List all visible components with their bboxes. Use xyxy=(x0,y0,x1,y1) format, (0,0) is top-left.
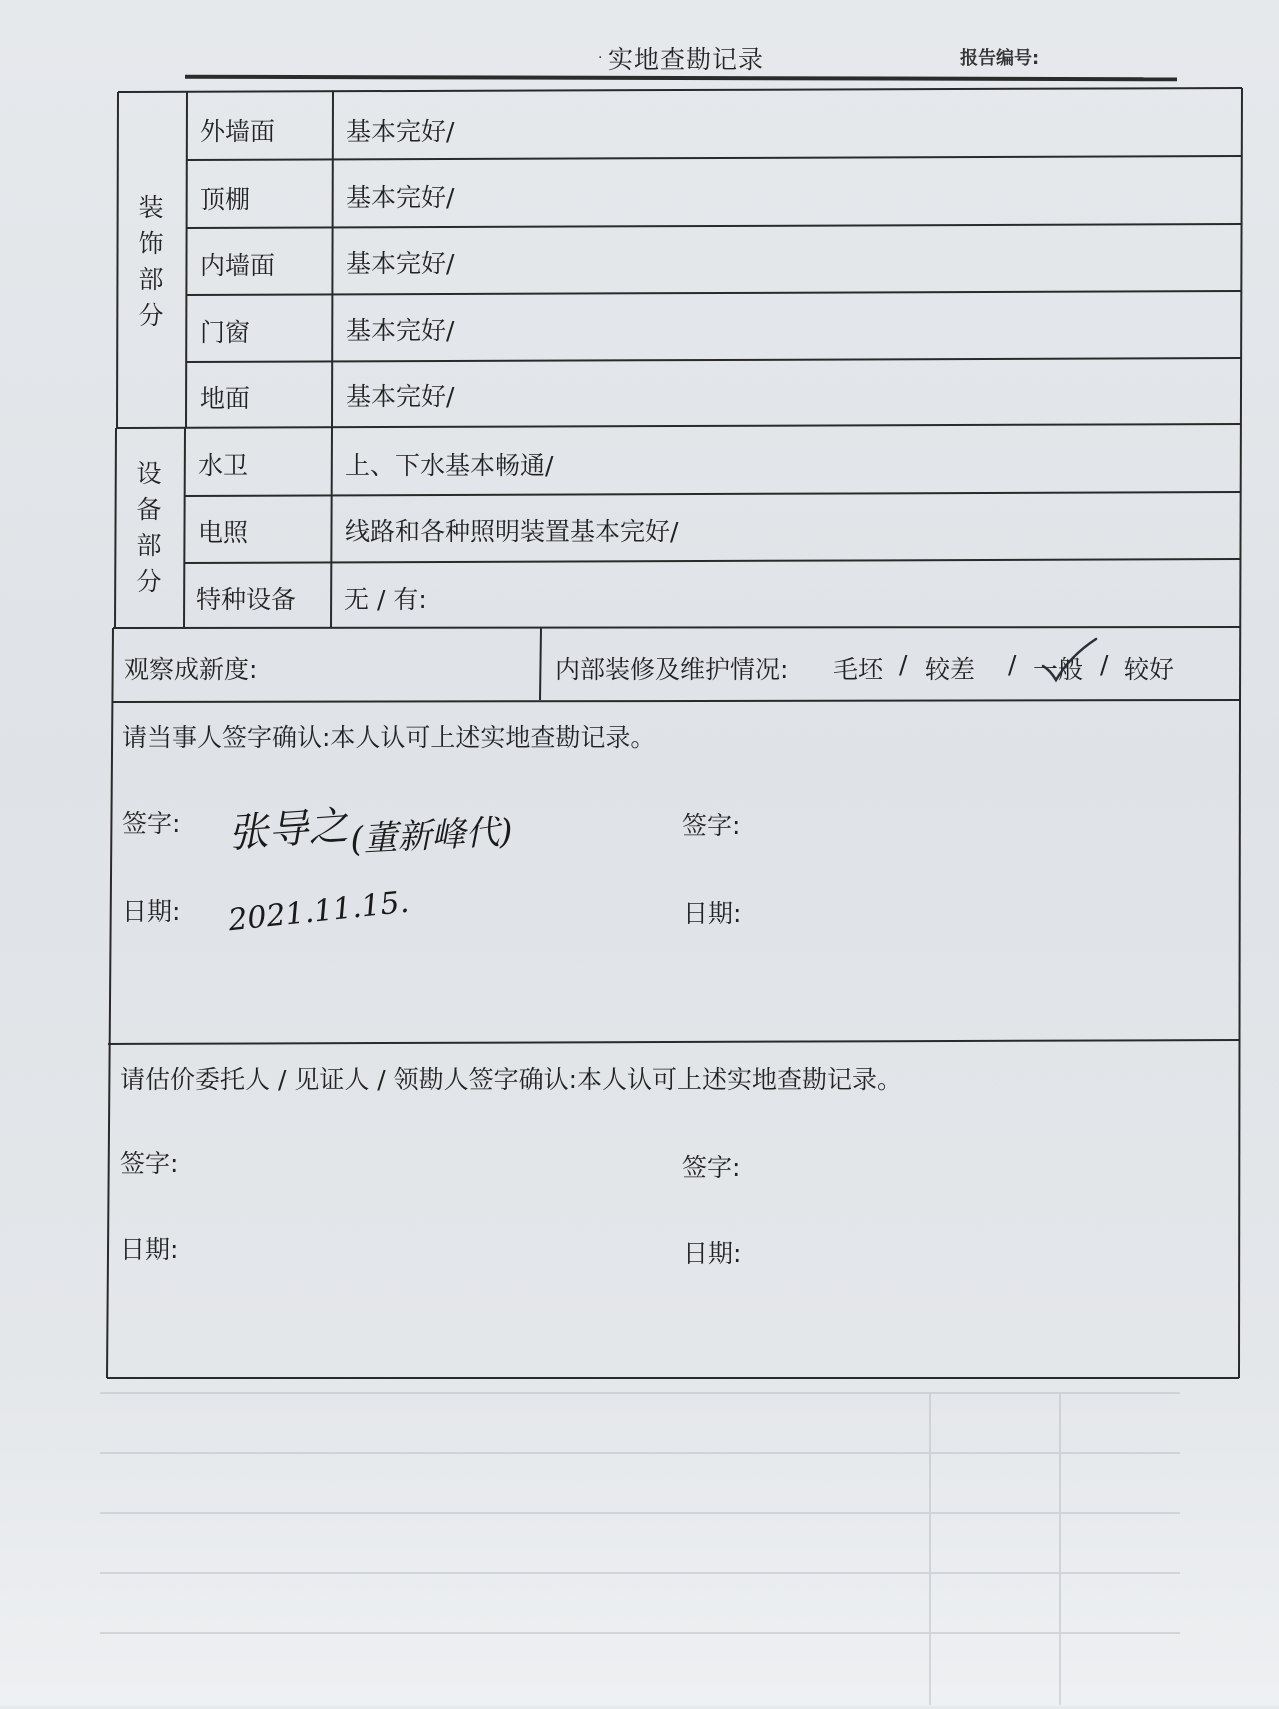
equipment-item-label: 特种设备 xyxy=(196,585,297,614)
equipment-group-label xyxy=(134,456,164,600)
decoration-group-char: 装 xyxy=(138,193,164,222)
newness-label: 观察成新度: xyxy=(124,655,258,684)
client-date-label-left: 日期: xyxy=(120,1235,179,1264)
check-mark-icon xyxy=(1040,636,1100,686)
handwritten-signature: 张导之 xyxy=(226,802,350,858)
decoration-group-char: 饰 xyxy=(138,229,164,258)
decoration-item-value: 基本完好/ xyxy=(346,249,455,278)
client-confirm-heading: 请估价委托人 / 见证人 / 领勘人签字确认:本人认可上述实地查勘记录。 xyxy=(120,1065,903,1094)
condition-option: 较好 xyxy=(1124,655,1175,684)
equipment-group-char: 备 xyxy=(136,495,162,524)
decoration-item-value: 基本完好/ xyxy=(346,316,455,345)
decoration-item-value: 基本完好/ xyxy=(346,382,455,411)
equipment-item-label: 电照 xyxy=(198,518,249,547)
option-separator: / xyxy=(899,650,908,679)
handwritten-signature-note: (董新峰代) xyxy=(349,811,514,861)
option-separator: / xyxy=(1008,650,1017,679)
decoration-item-value: 基本完好/ xyxy=(346,183,455,212)
decoration-group-char: 分 xyxy=(138,301,164,330)
decoration-group-label xyxy=(136,190,166,334)
party-date-label-right: 日期: xyxy=(683,899,742,928)
condition-option: 毛坯 xyxy=(833,655,884,684)
decoration-item-label: 顶棚 xyxy=(200,185,251,214)
decoration-item-label: 门窗 xyxy=(200,318,251,347)
decoration-item-label: 外墙面 xyxy=(200,117,276,146)
equipment-item-label: 水卫 xyxy=(198,451,249,480)
page-title: 实地查勘记录 xyxy=(608,45,765,74)
decoration-item-label: 内墙面 xyxy=(200,251,276,280)
handwritten-date: 2021.11.15. xyxy=(226,884,411,939)
report-number-label: 报告编号: xyxy=(960,48,1040,69)
equipment-group-char: 部 xyxy=(136,531,162,560)
party-sign-label-left: 签字: xyxy=(122,809,181,838)
equipment-group-char: 设 xyxy=(136,459,162,488)
party-sign-label-right: 签字: xyxy=(682,811,741,840)
equipment-group-char: 分 xyxy=(136,567,162,596)
client-sign-label-left: 签字: xyxy=(120,1149,179,1178)
client-sign-label-right: 签字: xyxy=(682,1153,741,1182)
header-dot: · xyxy=(598,50,603,66)
equipment-item-value: 线路和各种照明装置基本完好/ xyxy=(345,517,679,546)
decoration-item-label: 地面 xyxy=(200,384,251,413)
decoration-item-value: 基本完好/ xyxy=(346,117,455,146)
equipment-item-value: 上、下水基本畅通/ xyxy=(345,451,554,480)
option-separator: / xyxy=(1100,650,1109,679)
interior-condition-label: 内部装修及维护情况: xyxy=(555,655,789,684)
party-date-label-left: 日期: xyxy=(122,897,181,926)
condition-option: 较差 xyxy=(925,655,976,684)
condition-option-selected: 一般 xyxy=(1033,655,1084,684)
equipment-item-value: 无 / 有: xyxy=(344,585,427,614)
party-confirm-heading: 请当事人签字确认:本人认可上述实地查勘记录。 xyxy=(122,723,656,752)
client-date-label-right: 日期: xyxy=(683,1239,742,1268)
decoration-group-char: 部 xyxy=(138,265,164,294)
